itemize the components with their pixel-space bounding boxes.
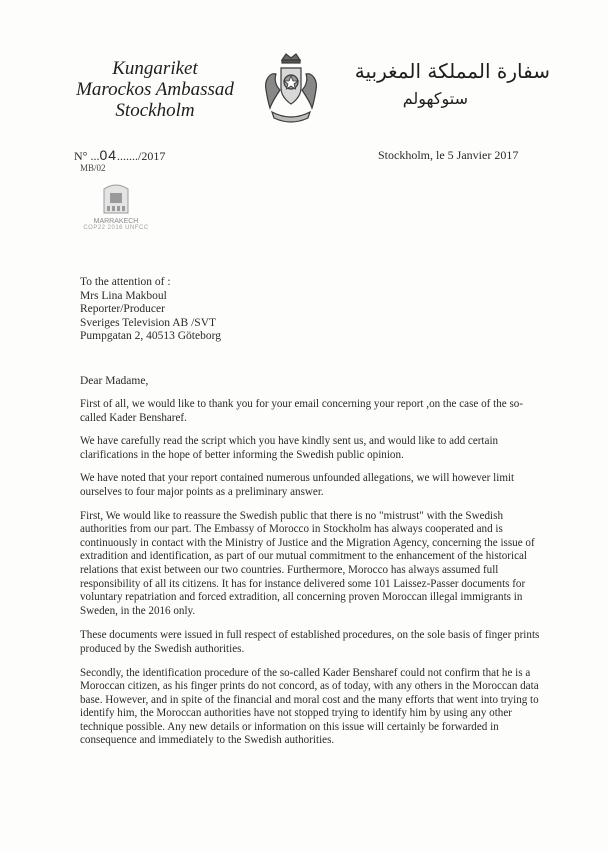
cop22-label: COP22 2016 UNFCC — [83, 225, 149, 231]
paragraph-5: These documents were issued in full respect of established procedures, on the sole basis of finger prints produced by the Swedish authorities. — [80, 629, 540, 655]
marrakech-label: MARRAKECH — [93, 218, 139, 225]
reference-suffix: ......./2017 — [117, 149, 166, 163]
marrakech-cop22-emblem — [80, 183, 152, 249]
arabic-line-1: سفارة المملكة المغربية — [354, 59, 550, 83]
reference-prefix: N° ... — [74, 149, 100, 163]
address-line: Reporter/Producer — [80, 303, 165, 316]
recipient-address — [80, 276, 221, 344]
address-line: Sveriges Television AB /SVT — [80, 316, 217, 329]
reference-handwritten-number: 04 — [99, 147, 118, 163]
paragraph-2: We have carefully read the script which you have kindly sent us, and would like to add certain clarifications in the hope of better informing the Swedish public opinion. — [80, 435, 499, 461]
paragraph-1: First of all, we would like to thank you for your email concerning your report ,on the case of the so-called Kader Bensharef. — [80, 398, 524, 424]
letter-body — [80, 398, 542, 758]
arabic-line-2: ستوكهولم — [402, 89, 468, 108]
paragraph-4: First, We would like to reassure the Swedish public that there is no "mistrust" with the Swedish authorities from our part. The Embassy of Morocco in Stockholm has always cooperated and is continuously in contact with the Ministry of Justice and the Migration Agency, concerning the issue of extradition and identification, as part of our mutual commitment to the enhancement of the historical relations that exist between our two countries. Furthermore, Morocco has always assumed full responsibility of all its citizens. It has for instance delivered some 101 Laissez-Passer documents for voluntary repatriation and forced extradition, all concerning proven Moroccan illegal immigrants in Sweden, in the 2016 only. — [80, 509, 535, 617]
address-line: Mrs Lina Makboul — [80, 289, 167, 302]
paragraph-6: Secondly, the identification procedure of the so-called Kader Bensharef could not confirm that he is a Moroccan citizen, as his finger prints do not concord, as of today, with any others in the Moroccan data base. However, and in spite of the financial and moral cost and the many efforts that went into trying to identify him, the Moroccan authorities have not stopped trying to identify him by using any other technique possible. Any new details or information on this issue will certainly be forwarded in consequence and immediately to the Swedish authorities. — [80, 666, 539, 747]
moroccan-coat-of-arms-icon — [262, 50, 320, 126]
address-line: To the attention of : — [80, 276, 171, 288]
arabic-embassy-name — [340, 52, 560, 112]
paragraph-3: We have noted that your report contained numerous unfounded allegations, we will however limit ourselves to four major points as a preliminary answer. — [80, 472, 515, 498]
reference-number — [74, 147, 165, 164]
letterhead-line-2: Marockos Ambassad — [76, 79, 234, 100]
letterhead-line-1: Kungariket — [112, 58, 198, 79]
address-line: Pumpgatan 2, 40513 Göteborg — [80, 330, 221, 343]
letter-date: Stockholm, le 5 Janvier 2017 — [378, 148, 519, 162]
cop22-logo-icon — [101, 183, 131, 217]
letterhead-line-3: Stockholm — [115, 100, 195, 121]
reference-code: MB/02 — [80, 163, 106, 173]
salutation: Dear Madame, — [80, 375, 149, 387]
embassy-name-block — [70, 58, 240, 121]
